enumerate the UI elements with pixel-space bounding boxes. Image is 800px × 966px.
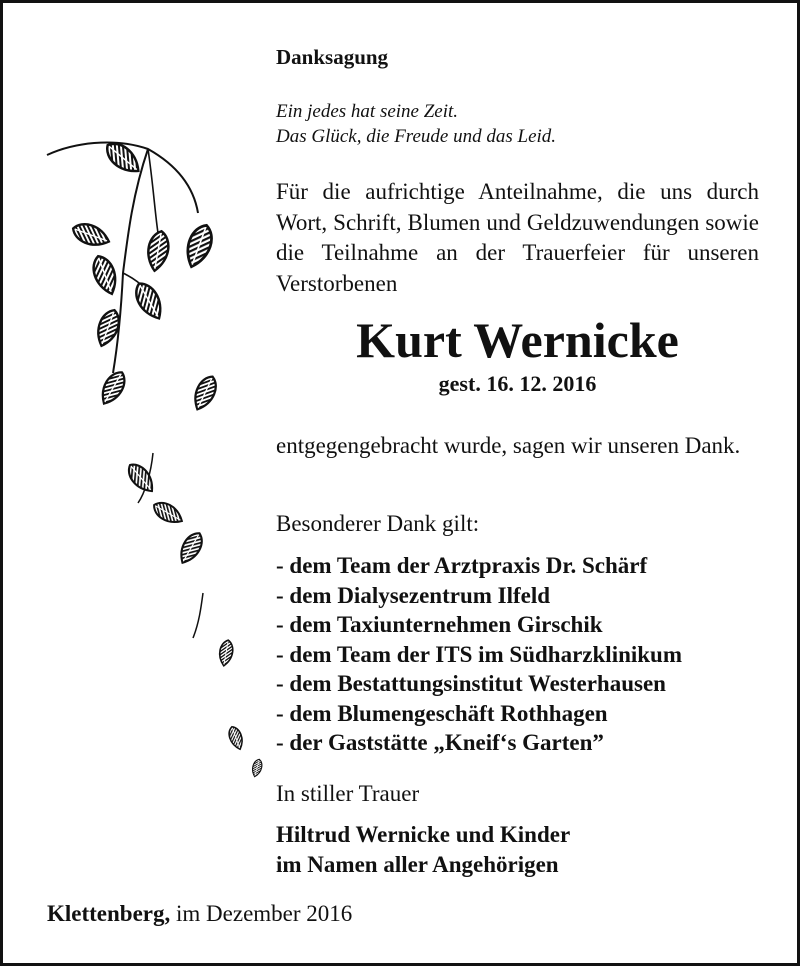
deceased-name: Kurt Wernicke xyxy=(356,312,679,368)
list-item: - dem Dialysezentrum Ilfeld xyxy=(276,582,551,608)
special-thanks-list xyxy=(276,551,682,758)
heading: Danksagung xyxy=(276,45,389,69)
list-item: - dem Team der ITS im Südharzklinikum xyxy=(276,641,683,667)
mourning-text: In stiller Trauer xyxy=(276,781,420,806)
special-thanks-intro: Besonderer Dank gilt: xyxy=(276,511,480,536)
motto-line: Ein jedes hat seine Zeit. xyxy=(276,101,459,122)
death-date: gest. 16. 12. 2016 xyxy=(438,371,597,396)
list-item: - dem Team der Arztpraxis Dr. Schärf xyxy=(276,553,648,578)
list-item: - dem Bestattungsinstitut Westerhausen xyxy=(276,671,666,696)
family-line: Hiltrud Wernicke und Kinder xyxy=(276,822,571,847)
family-line: im Namen aller Angehörigen xyxy=(276,852,559,877)
list-item: - der Gaststätte „Kneif‘s Garten” xyxy=(276,730,604,755)
falling-leaves-illustration xyxy=(33,123,273,803)
motto-line: Das Glück, die Freude und das Leid. xyxy=(276,126,557,147)
place-name: Klettenberg, xyxy=(47,901,171,926)
thanks-text: entgegengebracht wurde, sagen wir unseren Dank. xyxy=(276,433,741,458)
family-signature xyxy=(276,820,570,880)
list-item: - dem Taxiunternehmen Girschik xyxy=(276,612,603,637)
date-text: im Dezember 2016 xyxy=(170,901,353,926)
place-date xyxy=(47,901,352,927)
motto xyxy=(276,99,556,149)
list-item: - dem Blumengeschäft Rothhagen xyxy=(276,700,608,726)
intro-text: Für die aufrichtige Anteilnahme, die uns durch Wort, Schrift, Blumen und Geldzuwendungen sowie die Teilnahme an der Trauerfeier für unseren Verstorbenen xyxy=(276,179,759,296)
